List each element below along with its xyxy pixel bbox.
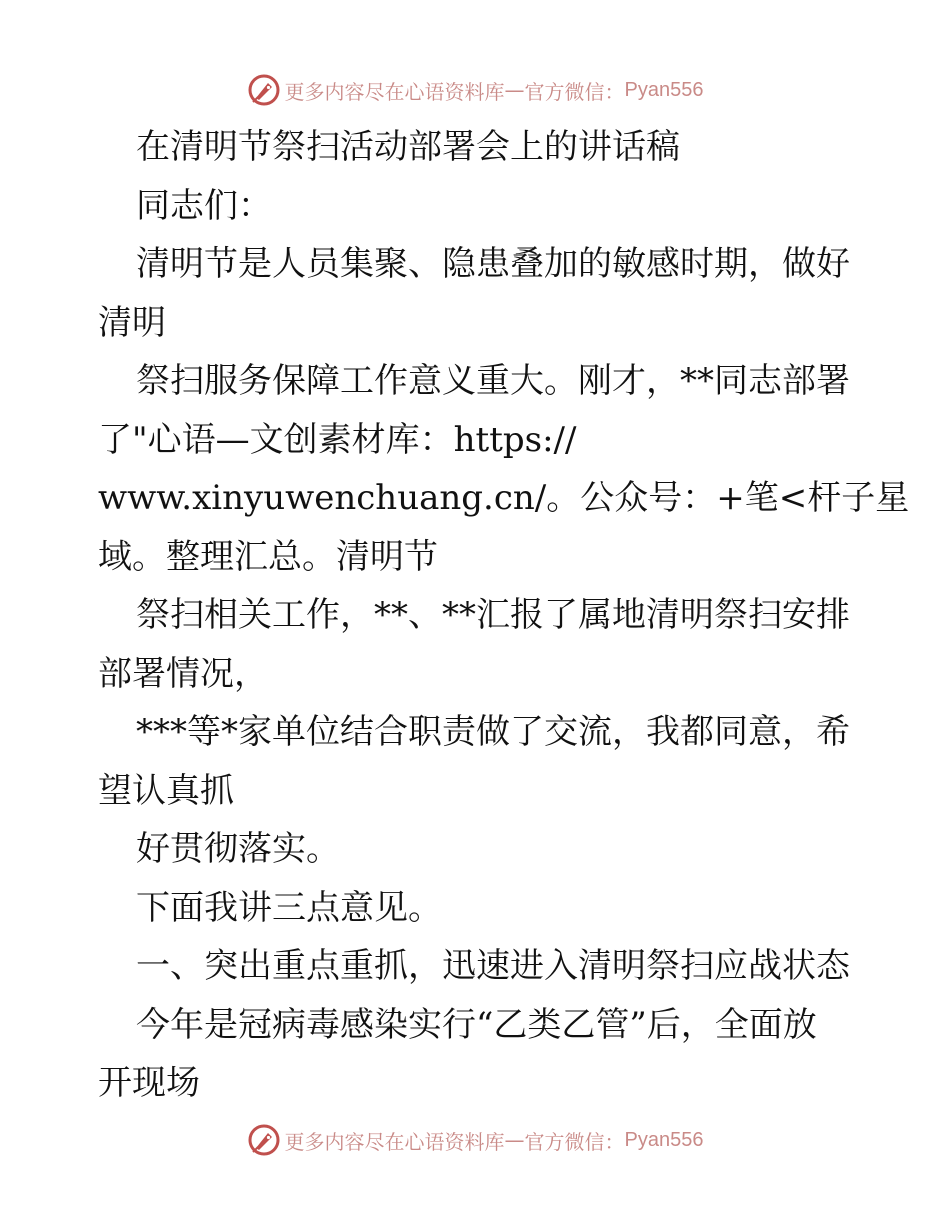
document-title: 在清明节祭扫活动部署会上的讲话稿 [136,127,680,167]
watermark-site-text: 更多内容尽在心语资料库 [284,79,505,104]
watermark-site-text: 更多内容尽在心语资料库 [284,1129,505,1154]
salutation: 同志们： [136,185,272,226]
pen-nib-logo-icon [247,1123,281,1157]
paragraph-line: 今年是冠病毒感染实行“乙类乙管”后，全面放 [136,1004,817,1045]
paragraph-line: 下面我讲三点意见。 [136,887,442,928]
paragraph-line: 祭扫相关工作，**、**汇报了属地清明祭扫安排 [136,595,850,635]
paragraph-line: 清明 [98,302,166,343]
document-body [98,118,910,1113]
paragraph-line: 开现场 [98,1063,200,1103]
paragraph-line: 祭扫服务保障工作意义重大。刚才，**同志部署 [136,361,850,401]
section-heading: 一、突出重点重抓，迅速进入清明祭扫应战状态 [136,946,850,986]
paragraph-line: 了"心语—文创素材库：https:// [98,419,577,460]
header-watermark [0,70,950,110]
paragraph-line: 部署情况， [98,653,268,694]
watermark-wechat-account: Pyan556 [624,78,704,101]
watermark-separator: — [504,1128,525,1152]
paragraph-line: 域。整理汇总。清明节 [98,536,438,577]
watermark-wechat-account: Pyan556 [624,1128,704,1151]
paragraph-line: 好贯彻落实。 [136,829,340,869]
paragraph-line: ***等*家单位结合职责做了交流，我都同意，希 [136,712,850,752]
paragraph-line: www.xinyuwenchuang.cn/。公众号：+笔<杆子星 [98,478,910,518]
paragraph-line: 望认真抓 [98,770,234,811]
paragraph-line: 清明节是人员集聚、隐患叠加的敏感时期，做好 [136,244,850,284]
pen-nib-logo-icon [247,73,281,107]
watermark-wechat-label: 官方微信： [524,79,625,104]
watermark-separator: — [504,78,525,102]
watermark-wechat-label: 官方微信： [524,1129,625,1154]
footer-watermark [0,1120,950,1160]
